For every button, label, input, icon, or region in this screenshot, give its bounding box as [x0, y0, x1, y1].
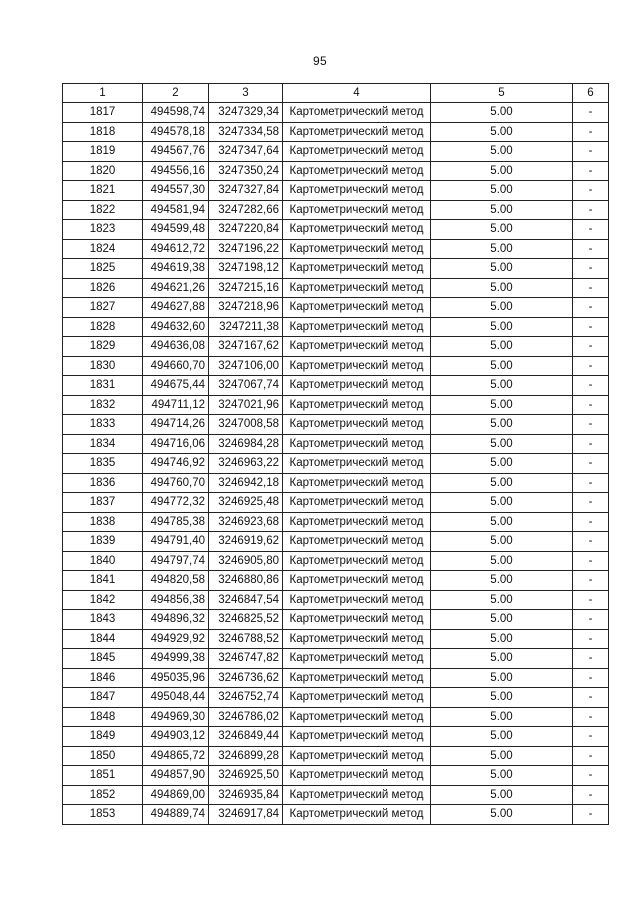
x-coordinate-cell: 494556,16 [143, 161, 209, 181]
note-cell: - [573, 454, 609, 474]
accuracy-cell: 5.00 [431, 200, 573, 220]
method-cell: Картометрический метод [283, 434, 431, 454]
y-coordinate-cell: 3247106,00 [209, 356, 283, 376]
table-row [63, 512, 609, 532]
method-cell: Картометрический метод [283, 220, 431, 240]
point-number-cell: 1838 [63, 512, 143, 532]
y-coordinate-cell: 3246925,48 [209, 493, 283, 513]
point-number-cell: 1846 [63, 668, 143, 688]
y-coordinate-cell: 3246923,68 [209, 512, 283, 532]
column-header: 6 [573, 84, 609, 103]
method-cell: Картометрический метод [283, 668, 431, 688]
x-coordinate-cell: 494797,74 [143, 551, 209, 571]
accuracy-cell: 5.00 [431, 454, 573, 474]
y-coordinate-cell: 3246786,02 [209, 707, 283, 727]
note-cell: - [573, 746, 609, 766]
method-cell: Картометрический метод [283, 590, 431, 610]
point-number-cell: 1847 [63, 688, 143, 708]
accuracy-cell: 5.00 [431, 805, 573, 825]
method-cell: Картометрический метод [283, 532, 431, 552]
point-number-cell: 1822 [63, 200, 143, 220]
y-coordinate-cell: 3247329,34 [209, 103, 283, 123]
note-cell: - [573, 376, 609, 396]
note-cell: - [573, 629, 609, 649]
table-row [63, 434, 609, 454]
note-cell: - [573, 161, 609, 181]
table-row [63, 707, 609, 727]
method-cell: Картометрический метод [283, 688, 431, 708]
y-coordinate-cell: 3246825,52 [209, 610, 283, 630]
method-cell: Картометрический метод [283, 512, 431, 532]
note-cell: - [573, 220, 609, 240]
method-cell: Картометрический метод [283, 239, 431, 259]
x-coordinate-cell: 494675,44 [143, 376, 209, 396]
y-coordinate-cell: 3247220,84 [209, 220, 283, 240]
y-coordinate-cell: 3246847,54 [209, 590, 283, 610]
y-coordinate-cell: 3246736,62 [209, 668, 283, 688]
table-row [63, 317, 609, 337]
table-row [63, 493, 609, 513]
note-cell: - [573, 239, 609, 259]
method-cell: Картометрический метод [283, 493, 431, 513]
y-coordinate-cell: 3246925,50 [209, 766, 283, 786]
note-cell: - [573, 434, 609, 454]
note-cell: - [573, 493, 609, 513]
point-number-cell: 1835 [63, 454, 143, 474]
table-row [63, 629, 609, 649]
note-cell: - [573, 103, 609, 123]
point-number-cell: 1832 [63, 395, 143, 415]
note-cell: - [573, 785, 609, 805]
accuracy-cell: 5.00 [431, 532, 573, 552]
table-row [63, 259, 609, 279]
table-row [63, 142, 609, 162]
y-coordinate-cell: 3246984,28 [209, 434, 283, 454]
method-cell: Картометрический метод [283, 181, 431, 201]
table-row [63, 278, 609, 298]
x-coordinate-cell: 494636,08 [143, 337, 209, 357]
table-row [63, 181, 609, 201]
x-coordinate-cell: 494857,90 [143, 766, 209, 786]
table-row [63, 805, 609, 825]
accuracy-cell: 5.00 [431, 337, 573, 357]
note-cell: - [573, 181, 609, 201]
point-number-cell: 1825 [63, 259, 143, 279]
note-cell: - [573, 512, 609, 532]
y-coordinate-cell: 3246942,18 [209, 473, 283, 493]
table-row [63, 415, 609, 435]
table-row [63, 649, 609, 669]
x-coordinate-cell: 494567,76 [143, 142, 209, 162]
method-cell: Картометрический метод [283, 298, 431, 318]
accuracy-cell: 5.00 [431, 590, 573, 610]
accuracy-cell: 5.00 [431, 103, 573, 123]
point-number-cell: 1839 [63, 532, 143, 552]
table-row [63, 532, 609, 552]
x-coordinate-cell: 494760,70 [143, 473, 209, 493]
note-cell: - [573, 356, 609, 376]
accuracy-cell: 5.00 [431, 259, 573, 279]
point-number-cell: 1849 [63, 727, 143, 747]
table-row [63, 551, 609, 571]
table-body [63, 103, 609, 825]
table-row [63, 454, 609, 474]
method-cell: Картометрический метод [283, 317, 431, 337]
x-coordinate-cell: 494772,32 [143, 493, 209, 513]
x-coordinate-cell: 494999,38 [143, 649, 209, 669]
table-row [63, 727, 609, 747]
table-row [63, 766, 609, 786]
column-header: 1 [63, 84, 143, 103]
x-coordinate-cell: 494929,92 [143, 629, 209, 649]
method-cell: Картометрический метод [283, 551, 431, 571]
point-number-cell: 1831 [63, 376, 143, 396]
x-coordinate-cell: 494969,30 [143, 707, 209, 727]
accuracy-cell: 5.00 [431, 571, 573, 591]
accuracy-cell: 5.00 [431, 766, 573, 786]
x-coordinate-cell: 494711,12 [143, 395, 209, 415]
note-cell: - [573, 532, 609, 552]
method-cell: Картометрический метод [283, 454, 431, 474]
y-coordinate-cell: 3246905,80 [209, 551, 283, 571]
table-row [63, 590, 609, 610]
note-cell: - [573, 688, 609, 708]
table-row [63, 688, 609, 708]
accuracy-cell: 5.00 [431, 649, 573, 669]
method-cell: Картометрический метод [283, 785, 431, 805]
point-number-cell: 1853 [63, 805, 143, 825]
accuracy-cell: 5.00 [431, 161, 573, 181]
note-cell: - [573, 649, 609, 669]
method-cell: Картометрический метод [283, 161, 431, 181]
point-number-cell: 1827 [63, 298, 143, 318]
x-coordinate-cell: 495048,44 [143, 688, 209, 708]
method-cell: Картометрический метод [283, 200, 431, 220]
note-cell: - [573, 200, 609, 220]
coordinates-table [62, 83, 609, 825]
note-cell: - [573, 259, 609, 279]
point-number-cell: 1820 [63, 161, 143, 181]
x-coordinate-cell: 494578,18 [143, 122, 209, 142]
table-row [63, 122, 609, 142]
point-number-cell: 1829 [63, 337, 143, 357]
x-coordinate-cell: 494889,74 [143, 805, 209, 825]
y-coordinate-cell: 3246849,44 [209, 727, 283, 747]
note-cell: - [573, 571, 609, 591]
point-number-cell: 1850 [63, 746, 143, 766]
table-row [63, 746, 609, 766]
x-coordinate-cell: 494714,26 [143, 415, 209, 435]
table-row [63, 161, 609, 181]
point-number-cell: 1824 [63, 239, 143, 259]
accuracy-cell: 5.00 [431, 629, 573, 649]
point-number-cell: 1826 [63, 278, 143, 298]
note-cell: - [573, 551, 609, 571]
accuracy-cell: 5.00 [431, 298, 573, 318]
method-cell: Картометрический метод [283, 395, 431, 415]
table-row [63, 395, 609, 415]
accuracy-cell: 5.00 [431, 356, 573, 376]
point-number-cell: 1840 [63, 551, 143, 571]
note-cell: - [573, 727, 609, 747]
x-coordinate-cell: 494903,12 [143, 727, 209, 747]
column-header: 5 [431, 84, 573, 103]
method-cell: Картометрический метод [283, 571, 431, 591]
table-row [63, 200, 609, 220]
header-row [63, 84, 609, 103]
method-cell: Картометрический метод [283, 473, 431, 493]
note-cell: - [573, 610, 609, 630]
y-coordinate-cell: 3247196,22 [209, 239, 283, 259]
x-coordinate-cell: 494632,60 [143, 317, 209, 337]
x-coordinate-cell: 494599,48 [143, 220, 209, 240]
accuracy-cell: 5.00 [431, 668, 573, 688]
point-number-cell: 1841 [63, 571, 143, 591]
method-cell: Картометрический метод [283, 746, 431, 766]
x-coordinate-cell: 495035,96 [143, 668, 209, 688]
note-cell: - [573, 278, 609, 298]
method-cell: Картометрический метод [283, 707, 431, 727]
y-coordinate-cell: 3247334,58 [209, 122, 283, 142]
accuracy-cell: 5.00 [431, 395, 573, 415]
accuracy-cell: 5.00 [431, 142, 573, 162]
accuracy-cell: 5.00 [431, 278, 573, 298]
table-row [63, 785, 609, 805]
point-number-cell: 1845 [63, 649, 143, 669]
accuracy-cell: 5.00 [431, 746, 573, 766]
y-coordinate-cell: 3247198,12 [209, 259, 283, 279]
y-coordinate-cell: 3247067,74 [209, 376, 283, 396]
point-number-cell: 1836 [63, 473, 143, 493]
y-coordinate-cell: 3246899,28 [209, 746, 283, 766]
point-number-cell: 1851 [63, 766, 143, 786]
table-row [63, 668, 609, 688]
point-number-cell: 1834 [63, 434, 143, 454]
y-coordinate-cell: 3247347,64 [209, 142, 283, 162]
note-cell: - [573, 415, 609, 435]
y-coordinate-cell: 3247327,84 [209, 181, 283, 201]
x-coordinate-cell: 494869,00 [143, 785, 209, 805]
y-coordinate-cell: 3247167,62 [209, 337, 283, 357]
accuracy-cell: 5.00 [431, 239, 573, 259]
method-cell: Картометрический метод [283, 415, 431, 435]
point-number-cell: 1844 [63, 629, 143, 649]
table-row [63, 473, 609, 493]
accuracy-cell: 5.00 [431, 512, 573, 532]
note-cell: - [573, 590, 609, 610]
table-row [63, 239, 609, 259]
y-coordinate-cell: 3247282,66 [209, 200, 283, 220]
column-header: 3 [209, 84, 283, 103]
accuracy-cell: 5.00 [431, 376, 573, 396]
accuracy-cell: 5.00 [431, 688, 573, 708]
x-coordinate-cell: 494785,38 [143, 512, 209, 532]
method-cell: Картометрический метод [283, 805, 431, 825]
point-number-cell: 1843 [63, 610, 143, 630]
x-coordinate-cell: 494621,26 [143, 278, 209, 298]
accuracy-cell: 5.00 [431, 785, 573, 805]
x-coordinate-cell: 494820,58 [143, 571, 209, 591]
x-coordinate-cell: 494896,32 [143, 610, 209, 630]
y-coordinate-cell: 3246919,62 [209, 532, 283, 552]
y-coordinate-cell: 3246752,74 [209, 688, 283, 708]
method-cell: Картометрический метод [283, 649, 431, 669]
table-row [63, 571, 609, 591]
accuracy-cell: 5.00 [431, 551, 573, 571]
accuracy-cell: 5.00 [431, 610, 573, 630]
note-cell: - [573, 298, 609, 318]
note-cell: - [573, 395, 609, 415]
method-cell: Картометрический метод [283, 259, 431, 279]
accuracy-cell: 5.00 [431, 122, 573, 142]
method-cell: Картометрический метод [283, 376, 431, 396]
x-coordinate-cell: 494612,72 [143, 239, 209, 259]
y-coordinate-cell: 3246788,52 [209, 629, 283, 649]
accuracy-cell: 5.00 [431, 220, 573, 240]
accuracy-cell: 5.00 [431, 707, 573, 727]
method-cell: Картометрический метод [283, 356, 431, 376]
method-cell: Картометрический метод [283, 629, 431, 649]
point-number-cell: 1830 [63, 356, 143, 376]
y-coordinate-cell: 3247008,58 [209, 415, 283, 435]
point-number-cell: 1852 [63, 785, 143, 805]
point-number-cell: 1848 [63, 707, 143, 727]
y-coordinate-cell: 3246963,22 [209, 454, 283, 474]
x-coordinate-cell: 494791,40 [143, 532, 209, 552]
note-cell: - [573, 805, 609, 825]
y-coordinate-cell: 3246935,84 [209, 785, 283, 805]
note-cell: - [573, 122, 609, 142]
column-header: 2 [143, 84, 209, 103]
table-row [63, 103, 609, 123]
page-number: 95 [313, 54, 327, 68]
method-cell: Картометрический метод [283, 610, 431, 630]
accuracy-cell: 5.00 [431, 434, 573, 454]
accuracy-cell: 5.00 [431, 317, 573, 337]
y-coordinate-cell: 3247215,16 [209, 278, 283, 298]
point-number-cell: 1818 [63, 122, 143, 142]
y-coordinate-cell: 3247021,96 [209, 395, 283, 415]
accuracy-cell: 5.00 [431, 727, 573, 747]
accuracy-cell: 5.00 [431, 493, 573, 513]
y-coordinate-cell: 3247350,24 [209, 161, 283, 181]
method-cell: Картометрический метод [283, 727, 431, 747]
method-cell: Картометрический метод [283, 122, 431, 142]
accuracy-cell: 5.00 [431, 473, 573, 493]
x-coordinate-cell: 494627,88 [143, 298, 209, 318]
point-number-cell: 1842 [63, 590, 143, 610]
column-header: 4 [283, 84, 431, 103]
note-cell: - [573, 317, 609, 337]
table-row [63, 610, 609, 630]
method-cell: Картометрический метод [283, 766, 431, 786]
x-coordinate-cell: 494746,92 [143, 454, 209, 474]
y-coordinate-cell: 3246747,82 [209, 649, 283, 669]
note-cell: - [573, 766, 609, 786]
note-cell: - [573, 707, 609, 727]
method-cell: Картометрический метод [283, 103, 431, 123]
x-coordinate-cell: 494660,70 [143, 356, 209, 376]
x-coordinate-cell: 494581,94 [143, 200, 209, 220]
x-coordinate-cell: 494557,30 [143, 181, 209, 201]
point-number-cell: 1823 [63, 220, 143, 240]
method-cell: Картометрический метод [283, 142, 431, 162]
table-row [63, 337, 609, 357]
y-coordinate-cell: 3247211,38 [209, 317, 283, 337]
point-number-cell: 1837 [63, 493, 143, 513]
accuracy-cell: 5.00 [431, 415, 573, 435]
note-cell: - [573, 142, 609, 162]
x-coordinate-cell: 494716,06 [143, 434, 209, 454]
point-number-cell: 1821 [63, 181, 143, 201]
x-coordinate-cell: 494865,72 [143, 746, 209, 766]
point-number-cell: 1828 [63, 317, 143, 337]
method-cell: Картометрический метод [283, 278, 431, 298]
point-number-cell: 1833 [63, 415, 143, 435]
y-coordinate-cell: 3246917,84 [209, 805, 283, 825]
point-number-cell: 1817 [63, 103, 143, 123]
x-coordinate-cell: 494856,38 [143, 590, 209, 610]
accuracy-cell: 5.00 [431, 181, 573, 201]
note-cell: - [573, 668, 609, 688]
note-cell: - [573, 473, 609, 493]
table-row [63, 298, 609, 318]
y-coordinate-cell: 3247218,96 [209, 298, 283, 318]
table-row [63, 356, 609, 376]
table-row [63, 376, 609, 396]
note-cell: - [573, 337, 609, 357]
y-coordinate-cell: 3246880,86 [209, 571, 283, 591]
method-cell: Картометрический метод [283, 337, 431, 357]
x-coordinate-cell: 494598,74 [143, 103, 209, 123]
table-row [63, 220, 609, 240]
point-number-cell: 1819 [63, 142, 143, 162]
x-coordinate-cell: 494619,38 [143, 259, 209, 279]
